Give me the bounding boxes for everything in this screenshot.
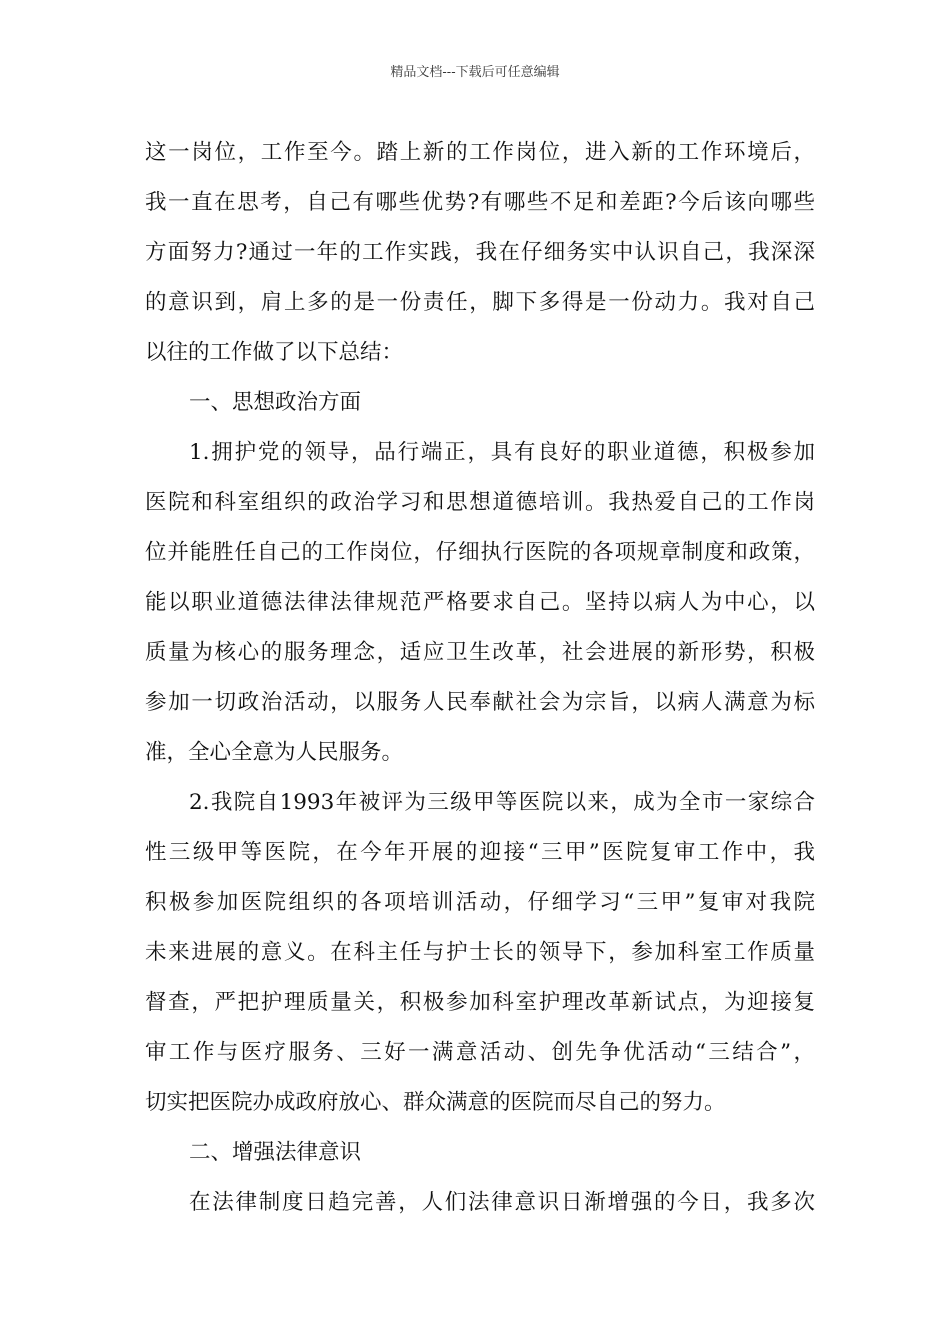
- text-line: 1.拥护党的领导，品行端正，具有良好的职业道德，积极参加: [189, 440, 815, 465]
- text-line: 参加一切政治活动，以服务人民奉献社会为宗旨，以病人满意为标: [145, 690, 815, 715]
- text-line: 在法律制度日趋完善，人们法律意识日渐增强的今日，我多次: [189, 1190, 815, 1215]
- text-line: 未来进展的意义。在科主任与护士长的领导下，参加科室工作质量: [145, 940, 815, 965]
- text-line: 切实把医院办成政府放心、群众满意的医院而尽自己的努力。: [145, 1090, 726, 1115]
- text-line: 审工作与医疗服务、三好一满意活动、创先争优活动“三结合”，: [145, 1040, 815, 1065]
- text-line: 我一直在思考，自己有哪些优势?有哪些不足和差距?今后该向哪些: [145, 190, 815, 215]
- section-heading: 一、思想政治方面: [189, 390, 362, 415]
- text-line: 积极参加医院组织的各项培训活动，仔细学习“三甲”复审对我院: [145, 890, 815, 915]
- section-heading: 二、增强法律意识: [189, 1140, 362, 1165]
- text-line: 医院和科室组织的政治学习和思想道德培训。我热爱自己的工作岗: [145, 490, 815, 515]
- text-line: 这一岗位，工作至今。踏上新的工作岗位，进入新的工作环境后，: [145, 140, 815, 165]
- document-body: [145, 128, 815, 1228]
- text-line: 位并能胜任自己的工作岗位，仔细执行医院的各项规章制度和政策，: [145, 540, 815, 565]
- text-line: 2.我院自1993年被评为三级甲等医院以来，成为全市一家综合: [189, 790, 815, 815]
- text-line: 督查，严把护理质量关，积极参加科室护理改革新试点，为迎接复: [145, 990, 815, 1015]
- text-line: 的意识到，肩上多的是一份责任，脚下多得是一份动力。我对自己: [145, 290, 815, 315]
- text-line: 性三级甲等医院，在今年开展的迎接“三甲”医院复审工作中，我: [145, 840, 815, 865]
- text-line: 能以职业道德法律法律规范严格要求自己。坚持以病人为中心，以: [145, 590, 815, 615]
- page-header: 精品文档---下载后可任意编辑: [390, 65, 560, 80]
- text-line: 方面努力?通过一年的工作实践，我在仔细务实中认识自己，我深深: [145, 240, 815, 265]
- text-line: 准，全心全意为人民服务。: [145, 740, 404, 765]
- text-line: 质量为核心的服务理念，适应卫生改革，社会进展的新形势，积极: [145, 640, 815, 665]
- text-line: 以往的工作做了以下总结：: [145, 340, 404, 365]
